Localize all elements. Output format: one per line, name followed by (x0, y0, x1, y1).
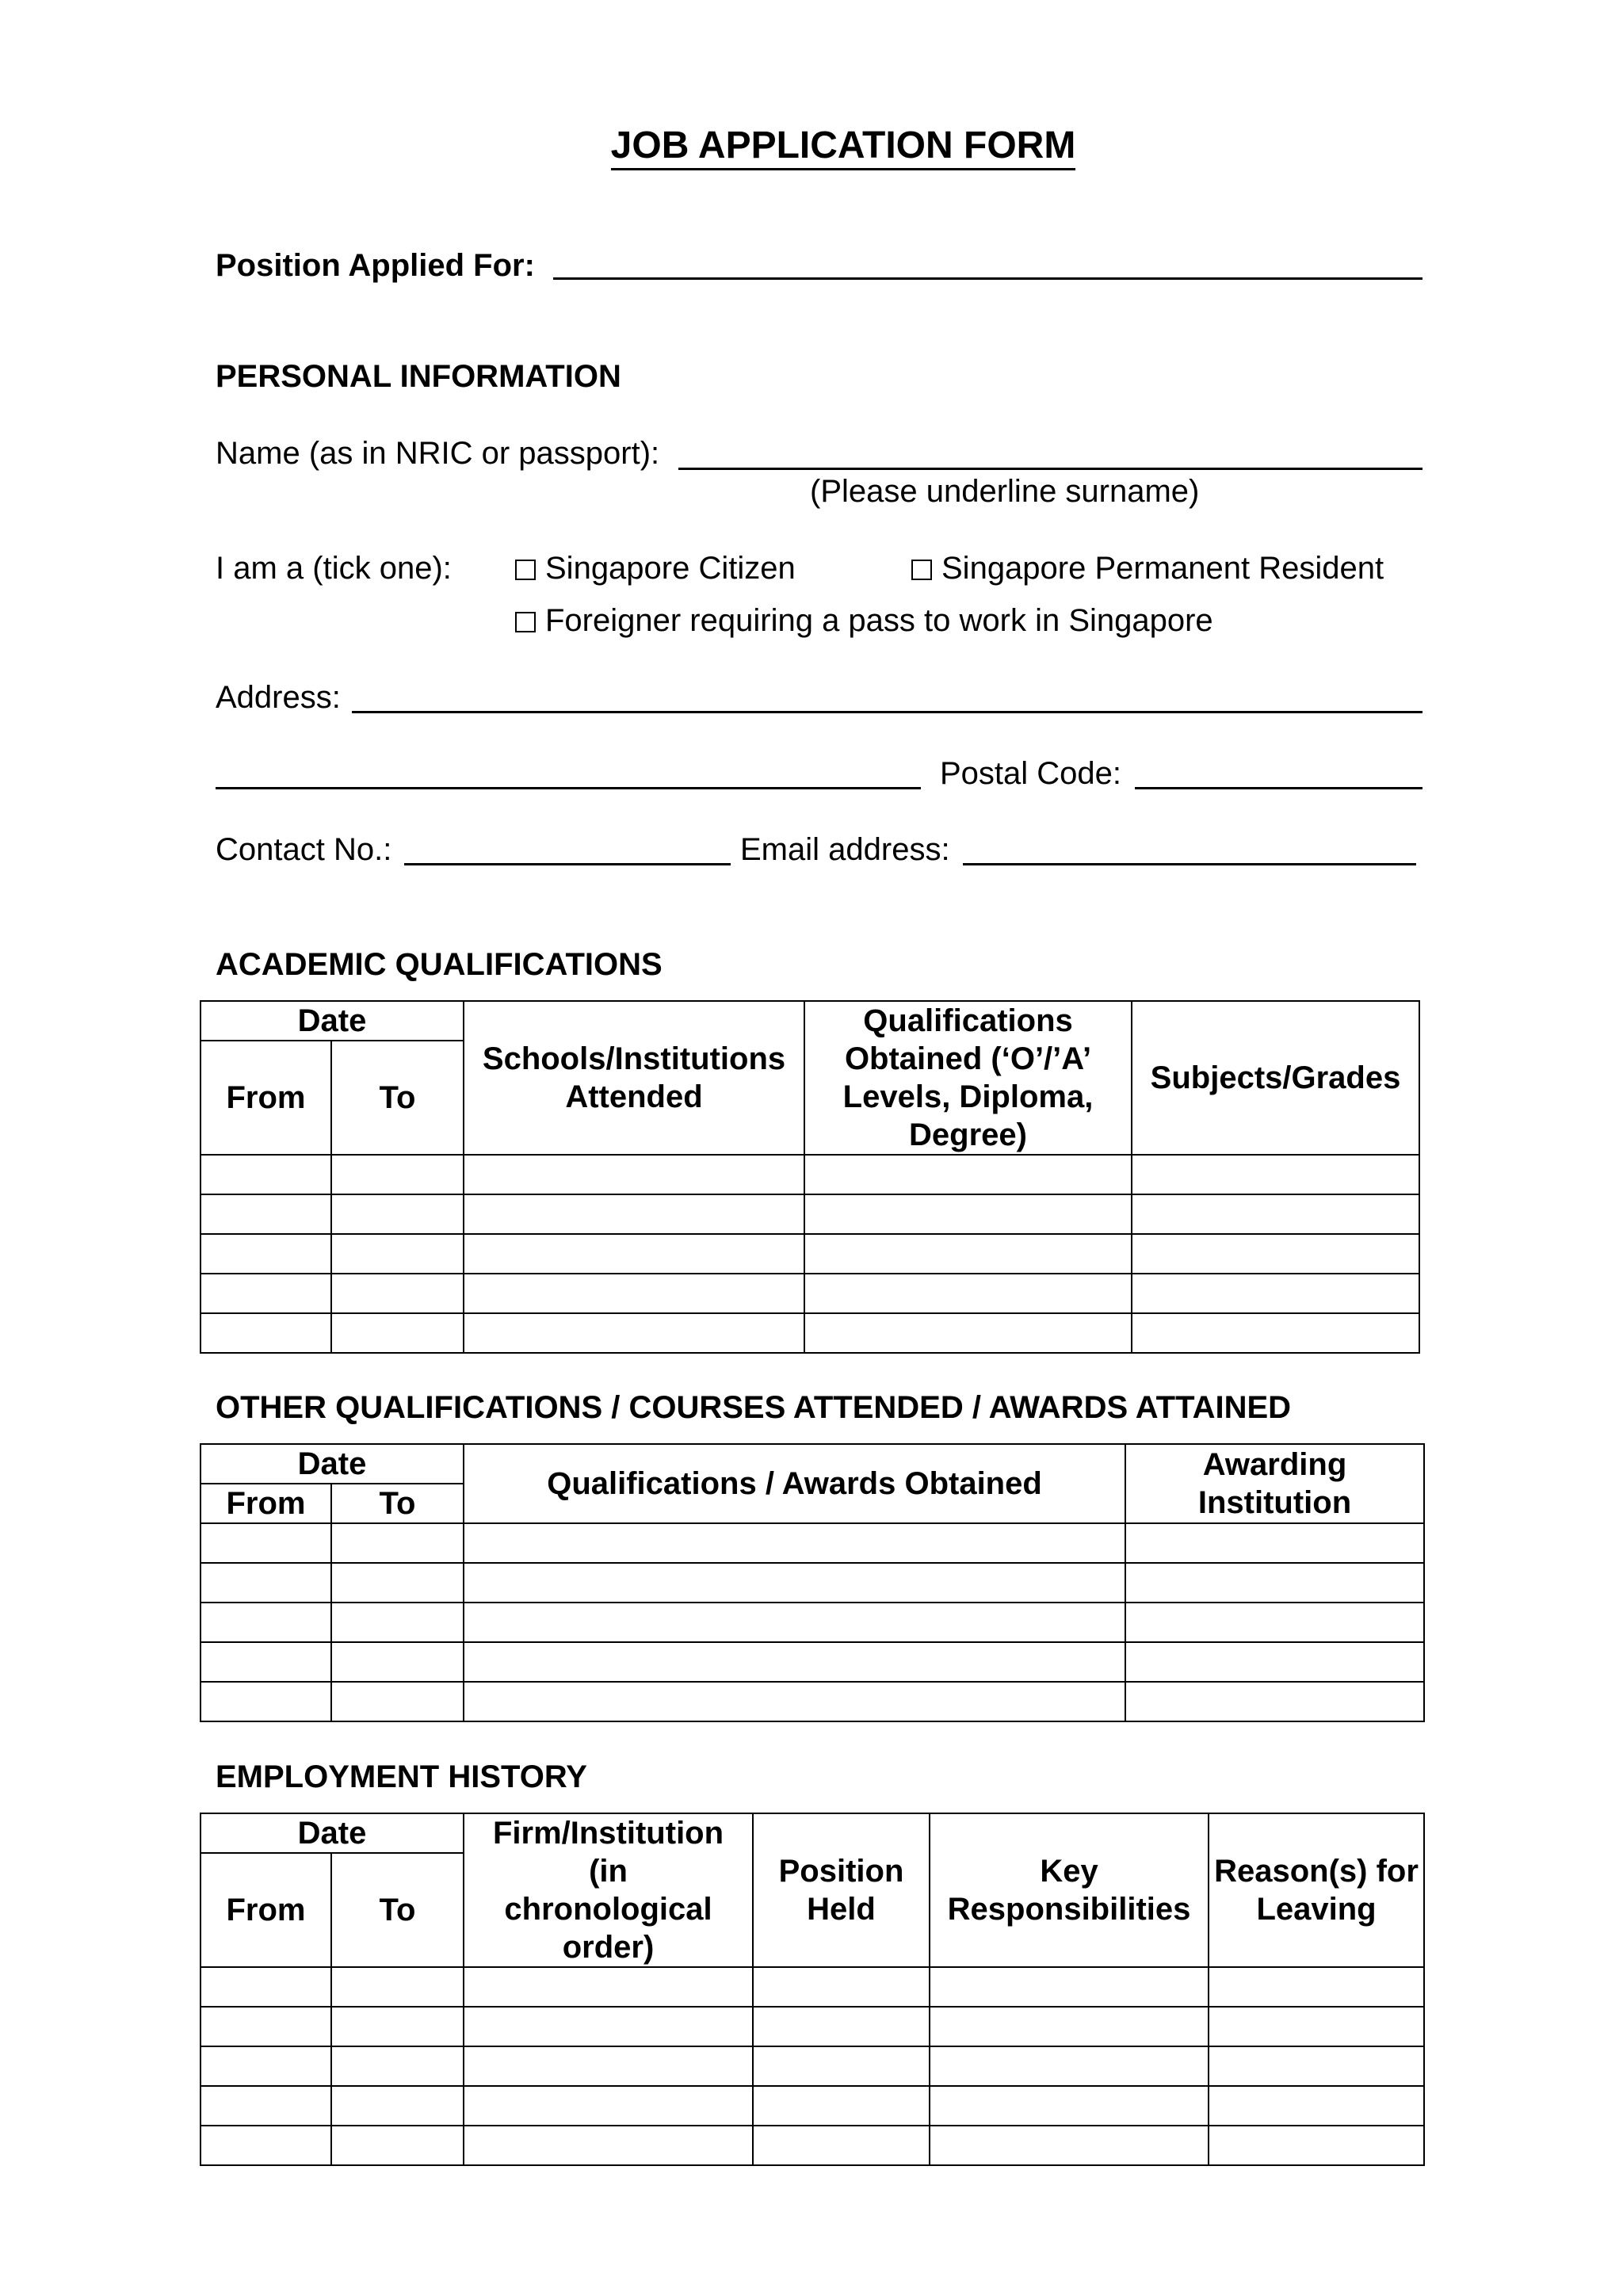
header-schools: Schools/Institutions Attended (464, 1001, 804, 1155)
table-cell[interactable] (331, 2007, 464, 2046)
table-cell[interactable] (464, 2046, 753, 2086)
name-note: (Please underline surname) (810, 474, 1200, 509)
table-cell[interactable] (200, 2086, 331, 2126)
table-cell[interactable] (331, 1563, 464, 1603)
table-cell[interactable] (331, 1523, 464, 1563)
table-cell[interactable] (464, 1603, 1125, 1642)
table-cell[interactable] (1209, 1967, 1424, 2007)
table-cell[interactable] (753, 2126, 930, 2165)
table-cell[interactable] (804, 1274, 1132, 1313)
table-cell[interactable] (1132, 1313, 1419, 1353)
table-cell[interactable] (331, 2046, 464, 2086)
table-cell[interactable] (464, 1563, 1125, 1603)
table-row (200, 2126, 1424, 2165)
header-to: To (331, 1484, 464, 1523)
table-row (200, 1274, 1419, 1313)
table-cell[interactable] (200, 2007, 331, 2046)
table-cell[interactable] (930, 2086, 1209, 2126)
other-qualifications-heading: OTHER QUALIFICATIONS / COURSES ATTENDED / AWARDS ATTAINED (216, 1390, 1292, 1425)
table-cell[interactable] (1209, 2126, 1424, 2165)
table-cell[interactable] (930, 2046, 1209, 2086)
table-cell[interactable] (200, 2126, 331, 2165)
academic-qualifications-table (200, 1000, 1420, 1354)
table-cell[interactable] (331, 1313, 464, 1353)
table-row (200, 1563, 1424, 1603)
table-cell[interactable] (331, 1194, 464, 1234)
table-row (200, 1603, 1424, 1642)
table-cell[interactable] (1209, 2086, 1424, 2126)
email-field[interactable] (963, 863, 1416, 865)
table-cell[interactable] (464, 1682, 1125, 1721)
table-cell[interactable] (753, 1967, 930, 2007)
table-cell[interactable] (804, 1194, 1132, 1234)
form-title: JOB APPLICATION FORM (0, 127, 1623, 165)
table-cell[interactable] (804, 1313, 1132, 1353)
header-to: To (331, 1853, 464, 1967)
name-field[interactable] (678, 468, 1423, 470)
header-firm-institution: Firm/Institution (in chronological order) (464, 1813, 753, 1967)
table-cell[interactable] (930, 2007, 1209, 2046)
table-cell[interactable] (331, 1155, 464, 1194)
contact-number-field[interactable] (404, 863, 731, 865)
table-cell[interactable] (331, 2086, 464, 2126)
table-cell[interactable] (1132, 1274, 1419, 1313)
checkbox-icon[interactable] (911, 560, 932, 580)
table-cell[interactable] (1132, 1194, 1419, 1234)
table-cell[interactable] (464, 1642, 1125, 1682)
name-label: Name (as in NRIC or passport): (216, 436, 660, 471)
table-row (200, 2086, 1424, 2126)
table-cell[interactable] (464, 1274, 804, 1313)
address-field-line-1[interactable] (352, 711, 1423, 713)
table-cell[interactable] (464, 2086, 753, 2126)
table-cell[interactable] (200, 1603, 331, 1642)
table-cell[interactable] (200, 1274, 331, 1313)
table-cell[interactable] (464, 1194, 804, 1234)
employment-history-heading: EMPLOYMENT HISTORY (216, 1759, 587, 1794)
table-cell[interactable] (1132, 1155, 1419, 1194)
table-cell[interactable] (331, 1274, 464, 1313)
checkbox-icon[interactable] (515, 560, 536, 580)
email-label: Email address: (740, 832, 950, 867)
table-cell[interactable] (464, 1313, 804, 1353)
table-cell[interactable] (200, 1194, 331, 1234)
option-permanent-resident[interactable]: Singapore Permanent Resident (911, 552, 1384, 584)
table-cell[interactable] (200, 1234, 331, 1274)
table-cell[interactable] (464, 1967, 753, 2007)
table-cell[interactable] (331, 1642, 464, 1682)
table-row (200, 1523, 1424, 1563)
table-cell[interactable] (331, 1682, 464, 1721)
table-cell[interactable] (331, 1603, 464, 1642)
table-cell[interactable] (200, 1642, 331, 1682)
table-cell[interactable] (200, 1313, 331, 1353)
contact-number-label: Contact No.: (216, 832, 392, 867)
postal-code-label: Postal Code: (940, 756, 1122, 791)
academic-qualifications-heading: ACADEMIC QUALIFICATIONS (216, 947, 663, 982)
option-foreigner[interactable]: Foreigner requiring a pass to work in Singapore (515, 605, 1213, 636)
header-from: From (200, 1484, 331, 1523)
header-reasons-for-leaving: Reason(s) for Leaving (1209, 1813, 1424, 1967)
table-cell[interactable] (753, 2086, 930, 2126)
header-date: Date (200, 1001, 464, 1041)
employment-history-table (200, 1813, 1425, 2166)
header-date: Date (200, 1444, 464, 1484)
table-row (200, 2007, 1424, 2046)
table-row (200, 1234, 1419, 1274)
table-cell[interactable] (200, 1155, 331, 1194)
header-from: From (200, 1853, 331, 1967)
table-cell[interactable] (200, 1563, 331, 1603)
table-cell[interactable] (930, 2126, 1209, 2165)
address-label: Address: (216, 680, 341, 715)
table-cell[interactable] (331, 1234, 464, 1274)
table-cell[interactable] (804, 1155, 1132, 1194)
position-applied-field[interactable] (553, 277, 1423, 280)
option-singapore-citizen[interactable]: Singapore Citizen (515, 552, 796, 584)
table-cell[interactable] (200, 2046, 331, 2086)
table-row (200, 1642, 1424, 1682)
table-row (200, 1967, 1424, 2007)
other-qualifications-table (200, 1443, 1425, 1722)
table-row (200, 2046, 1424, 2086)
table-cell[interactable] (1125, 1603, 1424, 1642)
address-field-line-2[interactable] (216, 787, 921, 789)
table-cell[interactable] (331, 1967, 464, 2007)
table-cell[interactable] (930, 1967, 1209, 2007)
position-applied-label: Position Applied For: (216, 248, 535, 283)
checkbox-icon[interactable] (515, 612, 536, 632)
header-subjects-grades: Subjects/Grades (1132, 1001, 1419, 1155)
personal-info-heading: PERSONAL INFORMATION (216, 359, 621, 394)
table-cell[interactable] (200, 1967, 331, 2007)
header-from: From (200, 1041, 331, 1155)
table-cell[interactable] (1132, 1234, 1419, 1274)
table-cell[interactable] (1209, 2046, 1424, 2086)
table-row (200, 1155, 1419, 1194)
table-cell[interactable] (1209, 2007, 1424, 2046)
table-cell[interactable] (1125, 1523, 1424, 1563)
table-cell[interactable] (331, 2126, 464, 2165)
table-row (200, 1682, 1424, 1721)
header-position-held: Position Held (753, 1813, 930, 1967)
table-cell[interactable] (1125, 1642, 1424, 1682)
header-to: To (331, 1041, 464, 1155)
table-cell[interactable] (464, 1234, 804, 1274)
table-cell[interactable] (200, 1523, 331, 1563)
table-cell[interactable] (200, 1682, 331, 1721)
table-cell[interactable] (1125, 1682, 1424, 1721)
table-cell[interactable] (753, 2007, 930, 2046)
table-cell[interactable] (1125, 1563, 1424, 1603)
table-cell[interactable] (753, 2046, 930, 2086)
table-row (200, 1313, 1419, 1353)
header-key-responsibilities: Key Responsibilities (930, 1813, 1209, 1967)
table-row (200, 1194, 1419, 1234)
residency-status-label: I am a (tick one): (216, 551, 452, 586)
header-awarding-institution: Awarding Institution (1125, 1444, 1424, 1523)
header-qualifications: Qualifications Obtained (‘O’/’A’ Levels, Diploma, Degree) (804, 1001, 1132, 1155)
table-cell[interactable] (464, 2126, 753, 2165)
table-cell[interactable] (464, 1523, 1125, 1563)
postal-code-field[interactable] (1135, 787, 1423, 789)
header-qualifications-awards: Qualifications / Awards Obtained (464, 1444, 1125, 1523)
table-cell[interactable] (804, 1234, 1132, 1274)
header-date: Date (200, 1813, 464, 1853)
table-cell[interactable] (464, 2007, 753, 2046)
table-cell[interactable] (464, 1155, 804, 1194)
